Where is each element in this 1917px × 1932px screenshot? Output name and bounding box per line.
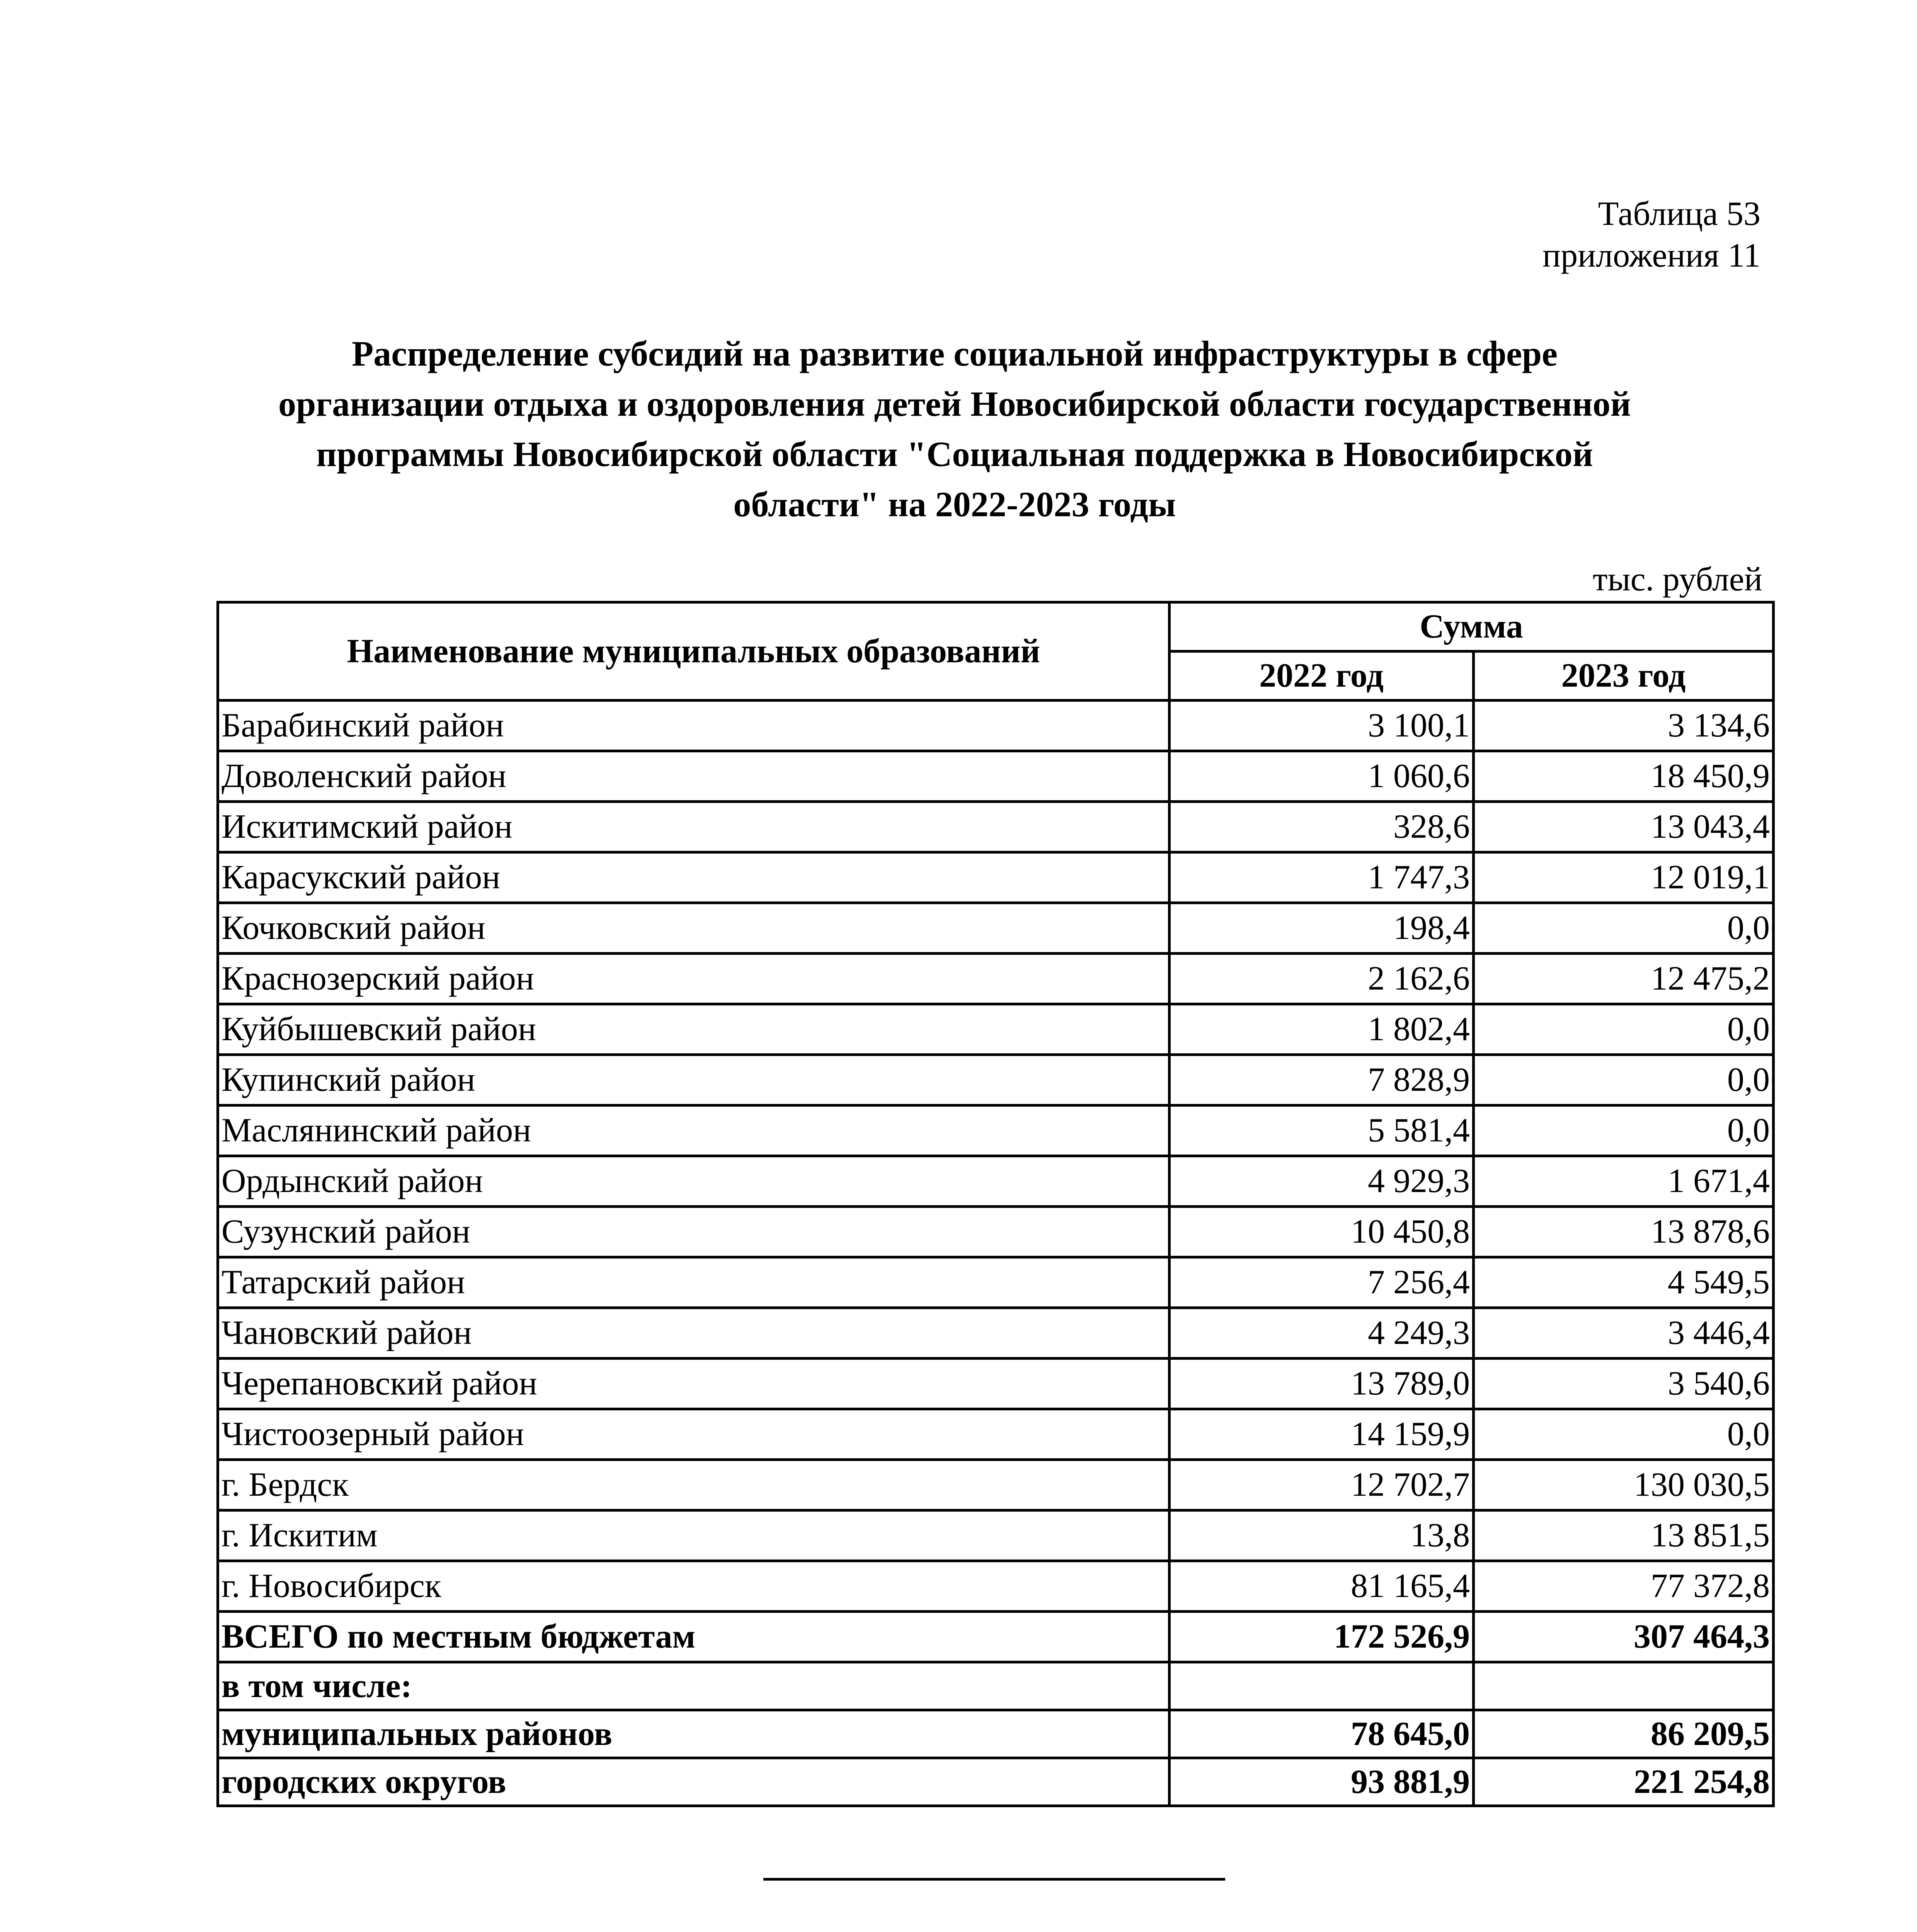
municipality-name: Карасукский район [218, 852, 1170, 903]
including-row [218, 1662, 1774, 1710]
table-row [218, 1561, 1774, 1612]
appendix-number: приложения 11 [1542, 237, 1760, 274]
city-districts-name: городских округов [218, 1758, 1170, 1806]
amount-2022: 1 747,3 [1170, 852, 1474, 903]
city-districts-row [218, 1758, 1774, 1806]
title-line-1: Распределение субсидий на развитие социальной инфраструктуры в сфере [352, 334, 1558, 373]
amount-2022: 13,8 [1170, 1510, 1474, 1561]
amount-2022: 5 581,4 [1170, 1105, 1474, 1156]
table-body [218, 701, 1774, 1806]
city-districts-2023: 221 254,8 [1474, 1758, 1774, 1806]
amount-2022: 3 100,1 [1170, 701, 1474, 751]
amount-2023: 0,0 [1474, 1409, 1774, 1460]
table-row [218, 954, 1774, 1004]
amount-2023: 77 372,8 [1474, 1561, 1774, 1612]
city-districts-2022: 93 881,9 [1170, 1758, 1474, 1806]
table-row [218, 1105, 1774, 1156]
amount-2022: 1 060,6 [1170, 751, 1474, 802]
amount-2022: 7 256,4 [1170, 1257, 1474, 1308]
table-row [218, 1055, 1774, 1105]
table-row [218, 1257, 1774, 1308]
amount-2022: 12 702,7 [1170, 1460, 1474, 1510]
amount-2023: 0,0 [1474, 1105, 1774, 1156]
amount-2022: 81 165,4 [1170, 1561, 1474, 1612]
municipality-name: Чановский район [218, 1308, 1170, 1359]
amount-2023: 0,0 [1474, 903, 1774, 954]
table-row [218, 701, 1774, 751]
amount-2023: 18 450,9 [1474, 751, 1774, 802]
municipal-districts-2022: 78 645,0 [1170, 1710, 1474, 1758]
amount-2023: 3 540,6 [1474, 1359, 1774, 1409]
header-row [218, 602, 1774, 651]
amount-2023: 12 019,1 [1474, 852, 1774, 903]
including-2023 [1474, 1662, 1774, 1710]
amount-2023: 0,0 [1474, 1055, 1774, 1105]
municipality-name: Черепановский район [218, 1359, 1170, 1409]
amount-2022: 198,4 [1170, 903, 1474, 954]
municipality-name: Кочковский район [218, 903, 1170, 954]
municipality-name: Маслянинский район [218, 1105, 1170, 1156]
column-header-2023: 2023 год [1474, 651, 1774, 701]
municipality-name: Сузунский район [218, 1207, 1170, 1257]
municipal-districts-2023: 86 209,5 [1474, 1710, 1774, 1758]
table-row [218, 852, 1774, 903]
table-row [218, 903, 1774, 954]
municipality-name: Чистоозерный район [218, 1409, 1170, 1460]
table-row [218, 1207, 1774, 1257]
amount-2022: 4 249,3 [1170, 1308, 1474, 1359]
municipality-name: Доволенский район [218, 751, 1170, 802]
units-label: тыс. рублей [1593, 561, 1762, 598]
municipality-name: Ордынский район [218, 1156, 1170, 1207]
total-2022: 172 526,9 [1170, 1612, 1474, 1662]
municipality-name: Искитимский район [218, 802, 1170, 852]
amount-2023: 4 549,5 [1474, 1257, 1774, 1308]
title-line-3: программы Новосибирской области "Социальная поддержка в Новосибирской [316, 434, 1593, 474]
amount-2022: 328,6 [1170, 802, 1474, 852]
total-2023: 307 464,3 [1474, 1612, 1774, 1662]
amount-2023: 0,0 [1474, 1004, 1774, 1055]
table-row [218, 1510, 1774, 1561]
amount-2023: 130 030,5 [1474, 1460, 1774, 1510]
municipality-name: Татарский район [218, 1257, 1170, 1308]
amount-2022: 13 789,0 [1170, 1359, 1474, 1409]
municipality-name: Куйбышевский район [218, 1004, 1170, 1055]
table-row [218, 1004, 1774, 1055]
municipality-name: Краснозерский район [218, 954, 1170, 1004]
column-header-name: Наименование муниципальных образований [218, 602, 1170, 701]
table-row [218, 1156, 1774, 1207]
amount-2022: 1 802,4 [1170, 1004, 1474, 1055]
amount-2023: 13 878,6 [1474, 1207, 1774, 1257]
amount-2023: 13 043,4 [1474, 802, 1774, 852]
including-2022 [1170, 1662, 1474, 1710]
municipality-name: г. Искитим [218, 1510, 1170, 1561]
amount-2022: 2 162,6 [1170, 954, 1474, 1004]
amount-2023: 3 134,6 [1474, 701, 1774, 751]
including-label: в том числе: [218, 1662, 1170, 1710]
table-row [218, 802, 1774, 852]
amount-2022: 4 929,3 [1170, 1156, 1474, 1207]
amount-2022: 7 828,9 [1170, 1055, 1474, 1105]
end-rule [763, 1878, 1225, 1881]
table-row [218, 1460, 1774, 1510]
municipality-name: Барабинский район [218, 701, 1170, 751]
table-row [218, 1359, 1774, 1409]
municipality-name: г. Бердск [218, 1460, 1170, 1510]
amount-2023: 13 851,5 [1474, 1510, 1774, 1561]
municipal-districts-row [218, 1710, 1774, 1758]
column-header-2022: 2022 год [1170, 651, 1474, 701]
table-row [218, 1409, 1774, 1460]
table-number: Таблица 53 [1598, 195, 1760, 233]
municipality-name: г. Новосибирск [218, 1561, 1170, 1612]
total-row [218, 1612, 1774, 1662]
amount-2023: 3 446,4 [1474, 1308, 1774, 1359]
municipality-name: Купинский район [218, 1055, 1170, 1105]
table-row [218, 1308, 1774, 1359]
amount-2023: 1 671,4 [1474, 1156, 1774, 1207]
amount-2022: 10 450,8 [1170, 1207, 1474, 1257]
municipal-districts-name: муниципальных районов [218, 1710, 1170, 1758]
total-name: ВСЕГО по местным бюджетам [218, 1612, 1170, 1662]
table-reference [1542, 193, 1760, 277]
title-line-4: области" на 2022-2023 годы [733, 485, 1176, 524]
title-line-2: организации отдыха и оздоровления детей Новосибирской области государственной [278, 384, 1631, 423]
subsidy-table [216, 601, 1775, 1807]
document-title [201, 328, 1708, 529]
amount-2022: 14 159,9 [1170, 1409, 1474, 1460]
column-header-sum: Сумма [1170, 602, 1774, 651]
table-row [218, 751, 1774, 802]
amount-2023: 12 475,2 [1474, 954, 1774, 1004]
